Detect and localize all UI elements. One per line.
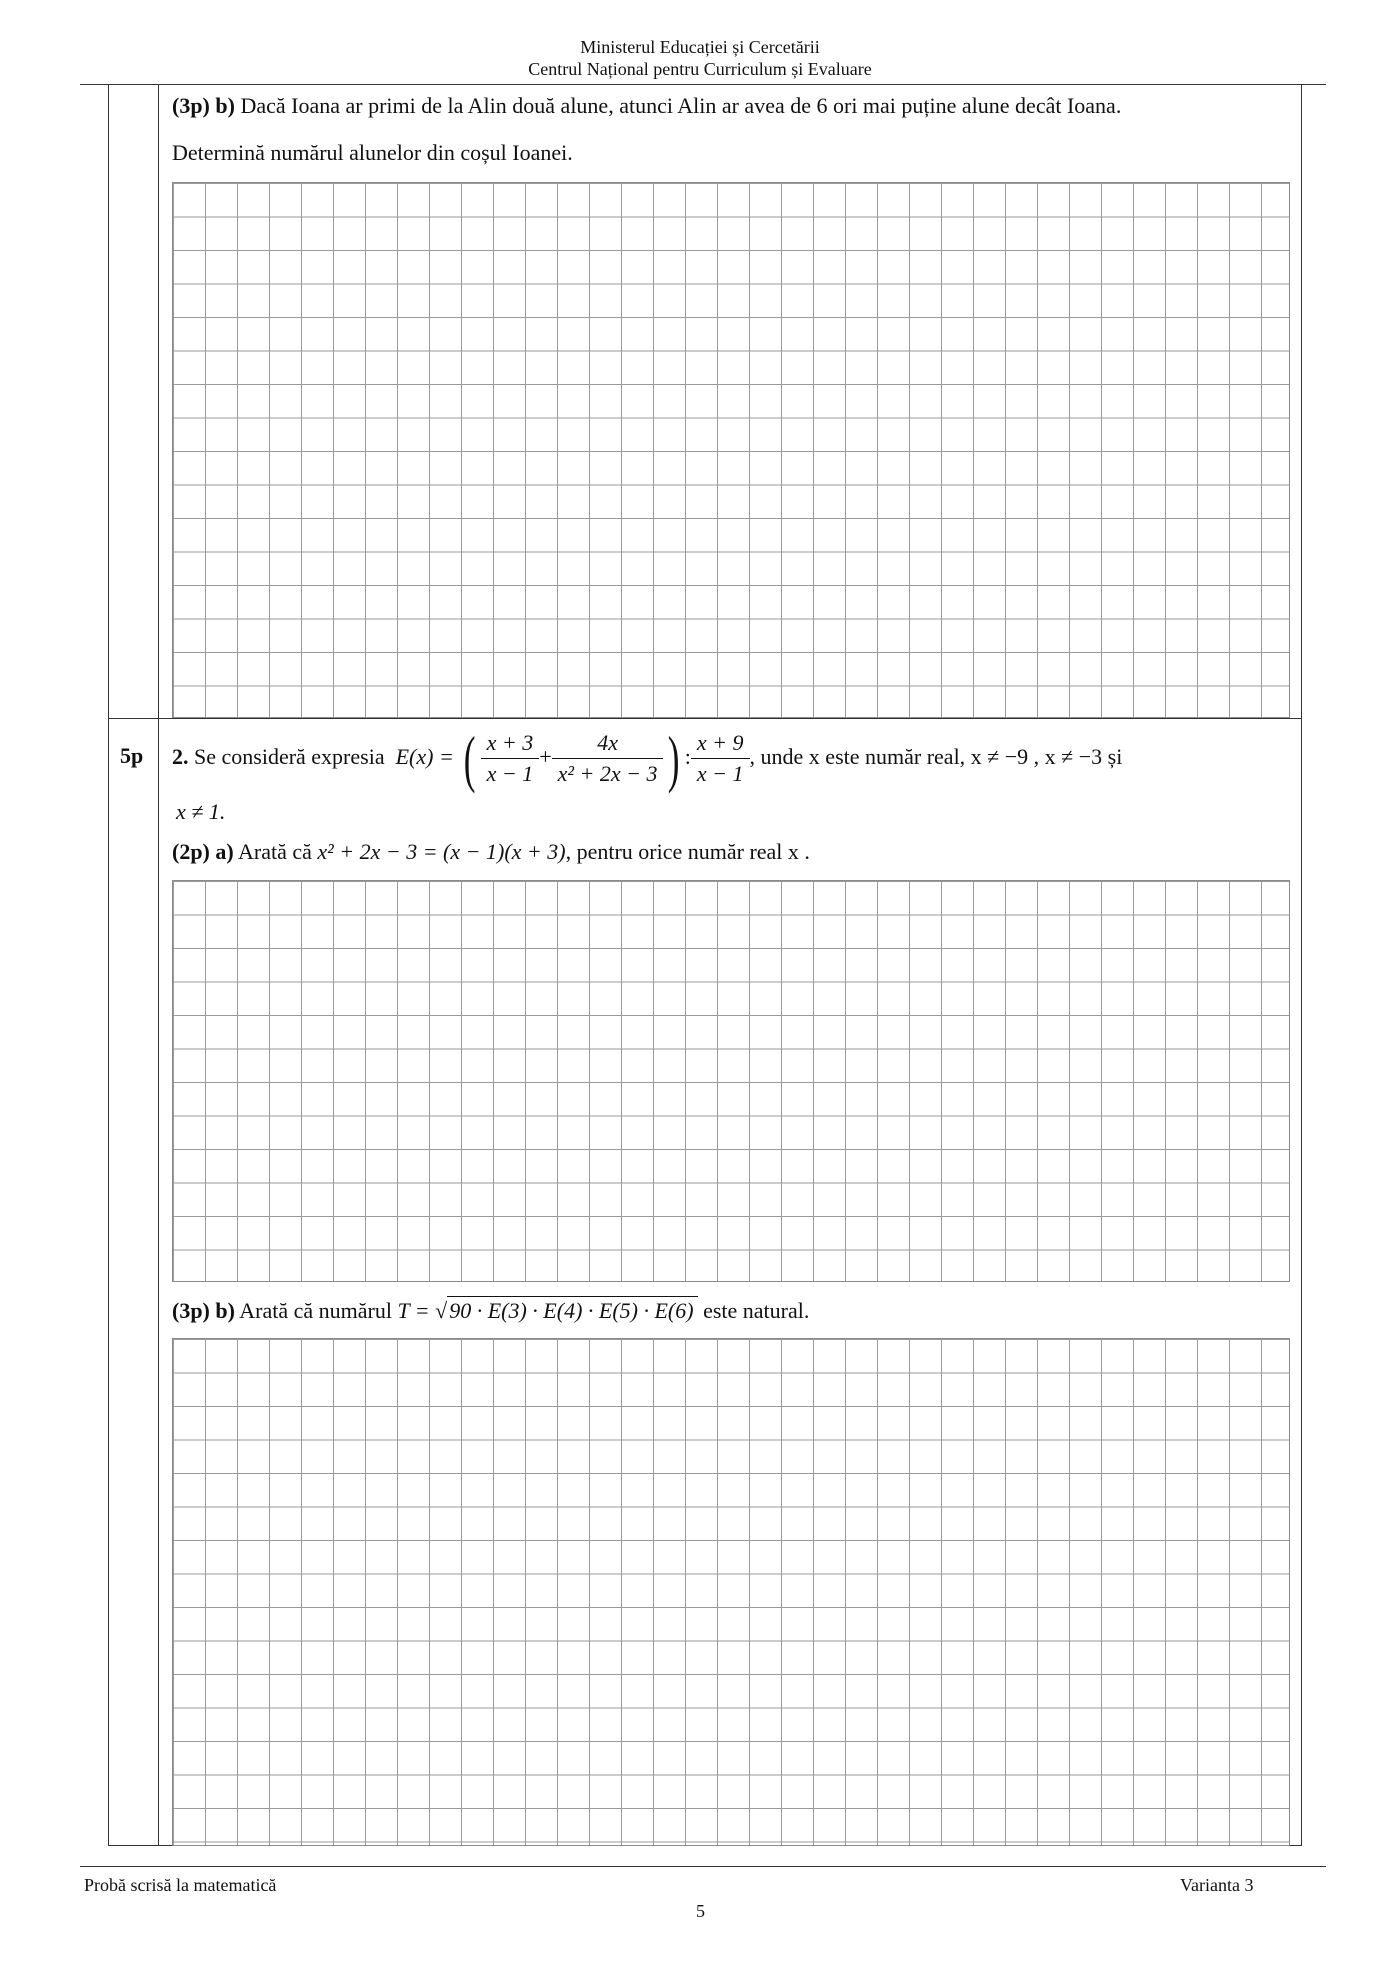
answer-grid-1b[interactable] (172, 182, 1290, 718)
question-text-end: , pentru orice număr real x . (565, 839, 810, 864)
formula-lhs: T = (397, 1298, 430, 1323)
sub-label: b) (215, 1298, 235, 1323)
plus-sign: + (539, 744, 552, 769)
sub-label: b) (215, 93, 235, 118)
formula-radicand: 90 · E(3) · E(4) · E(5) · E(6) (447, 1296, 697, 1325)
fraction-3: $\frac{x + 9}{x - 1}$ (691, 728, 750, 789)
question-2-statement (172, 720, 1122, 794)
question-text: Dacă Ioana ar primi de la Alin două alune, atunci Alin ar avea de 6 ori mai puține alune decât Ioana. (234, 93, 1122, 118)
footer-divider (80, 1866, 1326, 1867)
answer-grid-2a[interactable] (172, 880, 1290, 1282)
fraction-1: $\frac{x + 3}{x - 1}$ (481, 728, 540, 789)
question-2a (172, 838, 810, 866)
question-number: 2. (172, 744, 189, 769)
header-ministry: Ministerul Educației și Cercetării (580, 37, 820, 57)
division-sign: : (684, 744, 691, 769)
points-label: (3p) (172, 93, 210, 118)
row-divider (108, 718, 1302, 719)
answer-grid-2b[interactable] (172, 1338, 1290, 1846)
question-text: Arată că numărul (234, 1298, 398, 1323)
question-1b-line1 (172, 92, 1121, 120)
footer-exam-title: Probă scrisă la matematică (84, 1875, 277, 1895)
score-5p: 5p (120, 743, 144, 768)
paren-open: ( (464, 722, 476, 794)
points-label: (3p) (172, 1298, 210, 1323)
expression-lhs: E(x) = (395, 744, 454, 769)
question-text: Arată că (233, 839, 318, 864)
sqrt-sign: √ (435, 1298, 448, 1323)
paren-close: ) (668, 722, 681, 794)
header-center: Centrul Național pentru Curriculum și Evaluare (528, 59, 872, 79)
score-column-divider (158, 84, 159, 1846)
condition-last: x ≠ 1. (176, 799, 226, 824)
conditions: , unde x este număr real, x ≠ −9 , x ≠ −3 și (749, 744, 1123, 769)
formula: x² + 2x − 3 = (x − 1)(x + 3) (317, 839, 566, 864)
page-number: 5 (696, 1901, 705, 1921)
footer-variant: Varianta 3 (1180, 1875, 1254, 1895)
question-intro: Se consideră expresia (194, 744, 385, 769)
sub-label: a) (215, 839, 234, 864)
question-1b-line2: Determină numărul alunelor din coșul Ioanei. (172, 140, 573, 165)
question-text-end: este natural. (697, 1298, 810, 1323)
question-2b (172, 1296, 809, 1325)
fraction-2: $\frac{4x}{\text{x² + 2x − 3}}$ (552, 728, 664, 789)
points-label: (2p) (172, 839, 210, 864)
